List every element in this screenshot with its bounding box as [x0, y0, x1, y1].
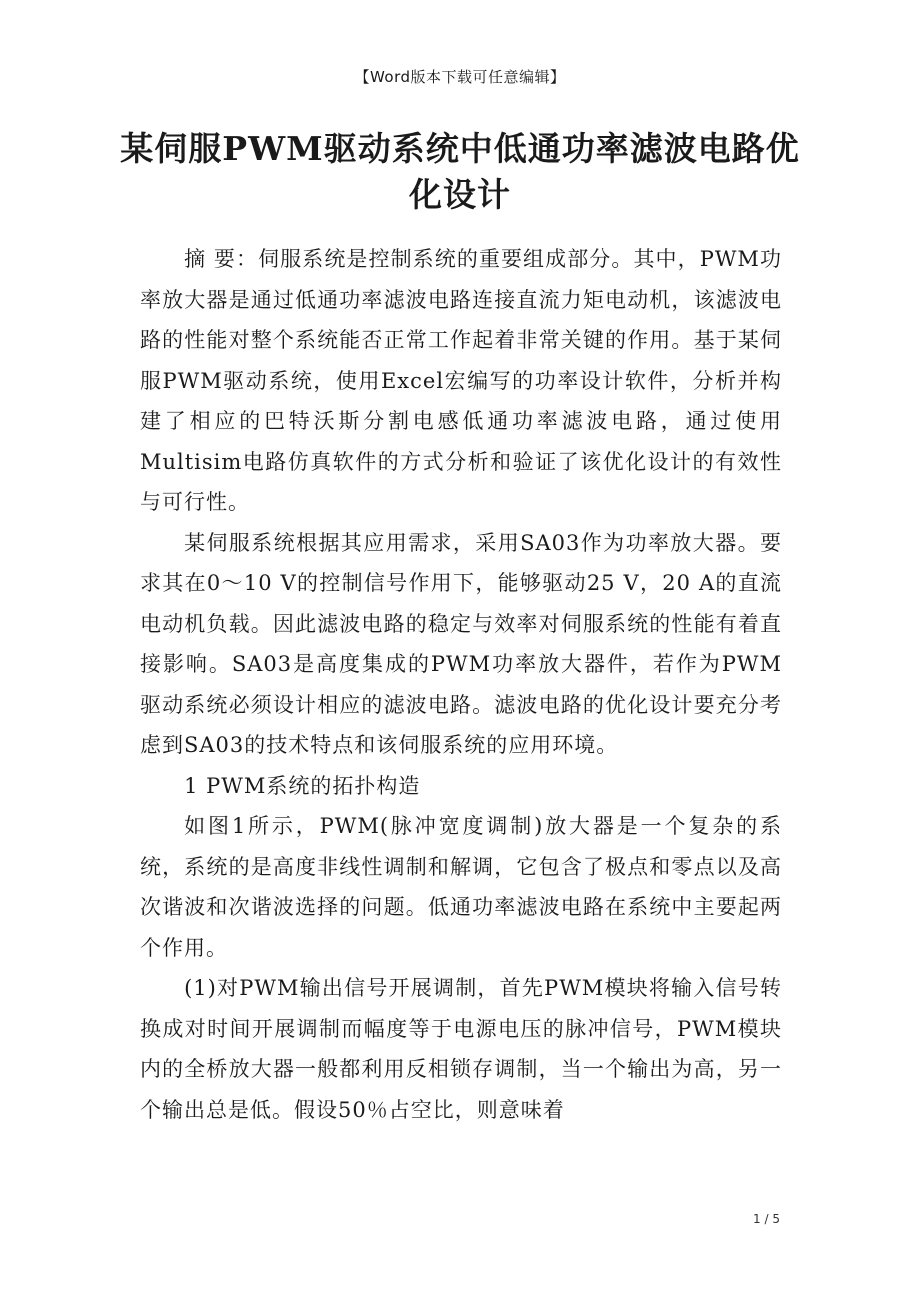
body-paragraph: (1)对PWM输出信号开展调制，首先PWM模块将输入信号转换成对时间开展调制而幅度等于电源电压的脉冲信号，PWM模块内的全桥放大器一般都利用反相锁存调制，当一个输出为高，另一个输出总是低。假设50％占空比，则意味着 — [140, 976, 782, 1122]
section-heading: 1 PWM系统的拓扑构造 — [184, 773, 421, 798]
abstract-paragraph: 摘 要：伺服系统是控制系统的重要组成部分。其中，PWM功率放大器是通过低通功率滤波电路连接直流力矩电动机，该滤波电路的性能对整个系统能否正常工作起着非常关键的作用。基于某伺服PWM驱动系统，使用Excel宏编写的功率设计软件，分析并构建了相应的巴特沃斯分割电感低通功率滤波电路，通过使用Multisim电路仿真软件的方式分析和验证了该优化设计的有效性与可行性。 — [140, 247, 782, 514]
document-title: 某伺服PWM驱动系统中低通功率滤波电路优化设计 — [120, 129, 800, 214]
page-number: 1 / 5 — [753, 1212, 780, 1226]
body-paragraph: 某伺服系统根据其应用需求，采用SA03作为功率放大器。要求其在0～10 V的控制信号作用下，能够驱动25 V，20 A的直流电动机负载。因此滤波电路的稳定与效率对伺服系统的性能有着直接影响。SA03是高度集成的PWM功率放大器件，若作为PWM驱动系统必须设计相应的滤波电路。滤波电路的优化设计要充分考虑到SA03的技术特点和该伺服系统的应用环境。 — [140, 530, 782, 757]
header-note: 【Word版本下载可任意编辑】 — [354, 68, 566, 86]
document-body — [140, 239, 782, 1130]
body-paragraph: 如图1所示，PWM(脉冲宽度调制)放大器是一个复杂的系统，系统的是高度非线性调制和解调，它包含了极点和零点以及高次谐波和次谐波选择的问题。低通功率滤波电路在系统中主要起两个作用。 — [140, 814, 782, 960]
